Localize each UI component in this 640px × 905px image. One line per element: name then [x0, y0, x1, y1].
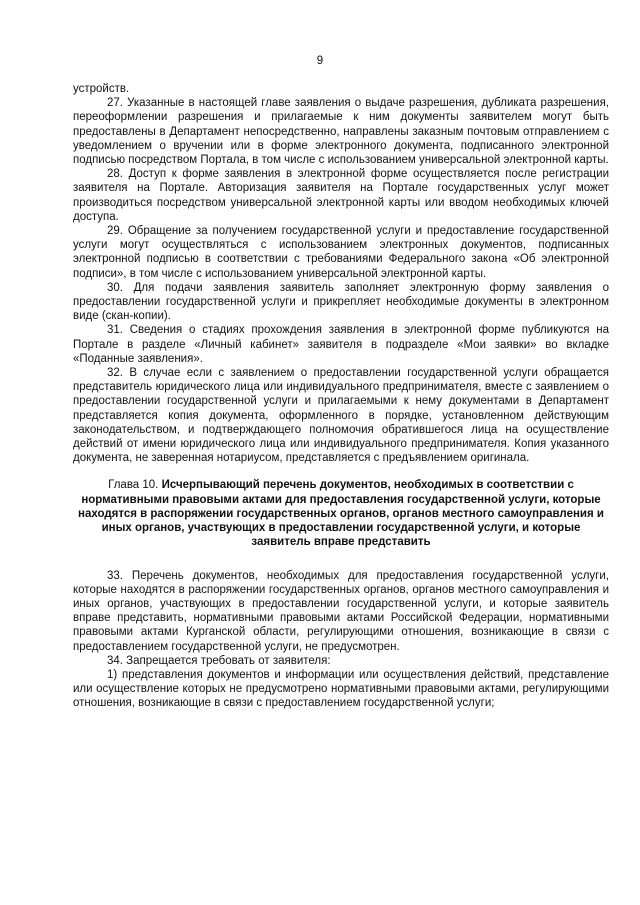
chapter-label: Глава 10. — [108, 479, 159, 492]
paragraph: 32. В случае если с заявлением о предоставлении государственной услуги обращается представитель юридического лица или индивидуального предпринимателя, вместе с заявлением о предоставлении государственной услуги и прилагаемыми к нему документами в Департамент представляется копия документа, оформленного в порядке, установленном действующим законодательством, и подтверждающего полномочия обратившегося лица на осуществление действий от имени юридического лица или индивидуального предпринимателя. Копия указанного документа, не заверенная нотариусом, представляется с предъявлением оригинала. — [73, 367, 609, 465]
paragraph: 33. Перечень документов, необходимых для предоставления государственной услуги, которые находятся в распоряжении государственных органов, органов местного самоуправления и иных органов, участвующих в предоставлении государственной услуги, и которые заявитель вправе представить, нормативными правовыми актами Российской Федерации, нормативными правовыми актами Курганской области, регулирующими отношения, возникающие в связи с предоставлением государственной услуги, не предусмотрен. — [73, 569, 609, 653]
paragraph: 27. Указанные в настоящей главе заявления о выдаче разрешения, дубликата разрешения, переоформлении разрешения и прилагаемые к ним документы заявителем могут быть предоставлены в Департамент непосредственно, направлены заказным почтовым отправлением с уведомлением о вручении или в форме электронного документа, подписанного электронной подписью посредством Портала, в том числе с использованием универсальной электронной карты. — [73, 97, 609, 167]
paragraph: 28. Доступ к форме заявления в электронной форме осуществляется после регистрации заявителя на Портале. Авторизация заявителя на Портале государственных услуг может производиться посредством универсальной электронной карты или вводом необходимых ключей доступа. — [73, 168, 609, 223]
paragraph: 1) представления документов и информации или осуществления действий, представление или осуществление которых не предусмотрено нормативными правовыми актами, регулирующими отношения, возникающие в связи с предоставлением государственной услуги; — [73, 668, 609, 710]
paragraph: 31. Сведения о стадиях прохождения заявления в электронной форме публикуются на Портале в разделе «Личный кабинет» заявителя в подразделе «Мои заявки» во вкладке «Поданные заявления». — [73, 324, 609, 365]
paragraph: 30. Для подачи заявления заявитель заполняет электронную форму заявления о предоставлении государственной услуги и прикрепляет необходимые документы в электронном виде (скан-копии). — [73, 281, 609, 323]
paragraph: 29. Обращение за получением государственной услуги и предоставление государственной услуги могут осуществляться с использованием электронных документов, подписанных электронной подписью в соответствии с требованиями Федерального закона «Об электронной подписи», в том числе с использованием универсальной электронной карты. — [73, 225, 609, 280]
paragraphs-before — [73, 82, 609, 465]
chapter-heading — [73, 478, 609, 549]
page-number: 9 — [316, 55, 324, 67]
paragraphs-after — [73, 569, 609, 711]
paragraph: устройств. — [73, 83, 130, 95]
document-body — [73, 82, 609, 711]
paragraph: 34. Запрещается требовать от заявителя: — [107, 654, 331, 667]
chapter-title: Исчерпывающий перечень документов, необходимых в соответствии с нормативными правовыми актами для предоставления государственной услуги, которые находятся в распоряжении государственных органов, органов местного самоуправления и иных органов, участвующих в предоставлении государственной услуги, и которые заявитель вправе представить — [78, 479, 604, 549]
